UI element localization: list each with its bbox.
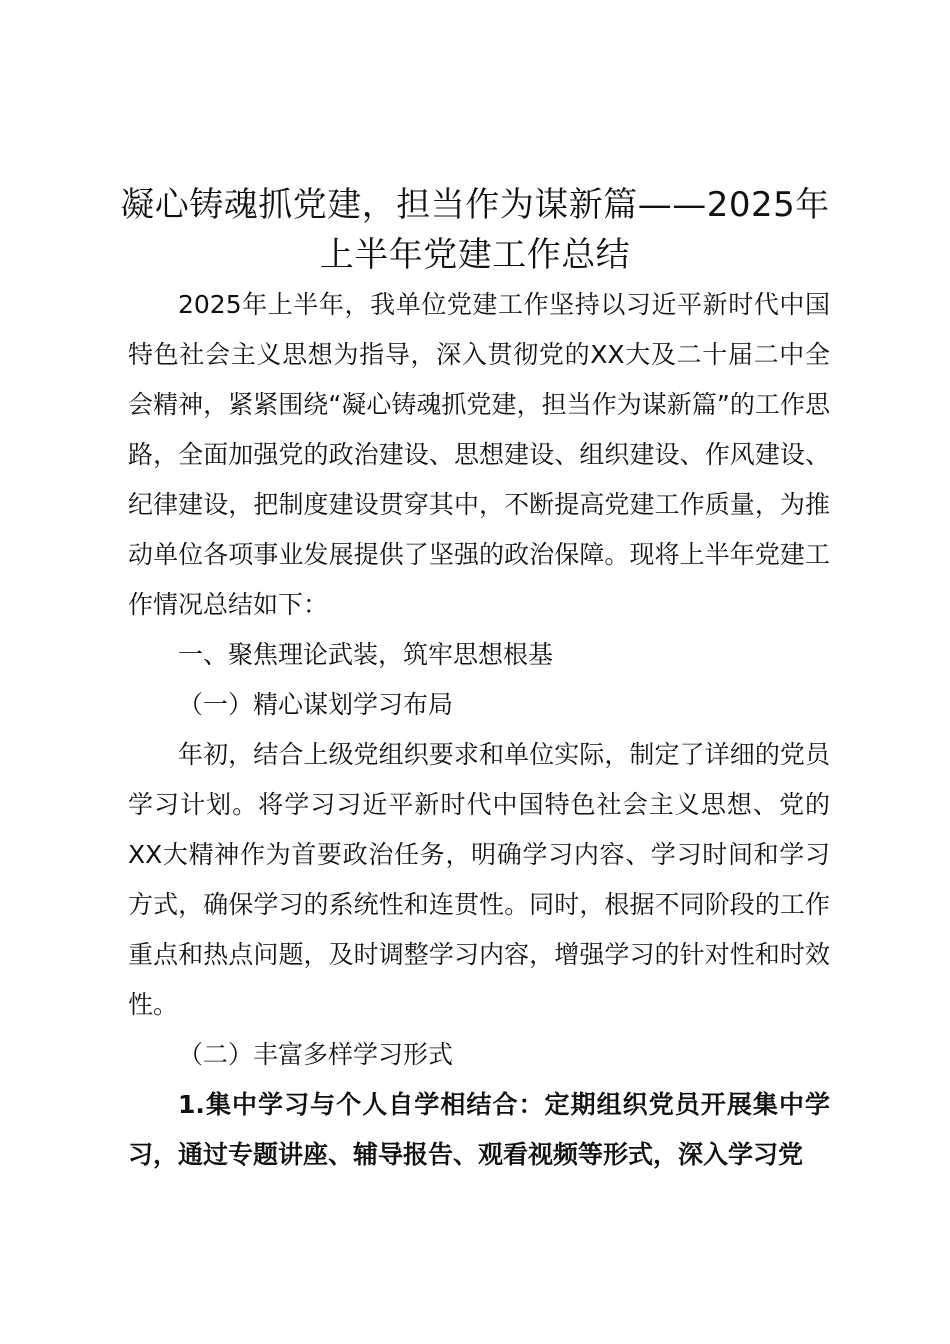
intro-paragraph: 2025年上半年，我单位党建工作坚持以习近平新时代中国特色社会主义思想为指导，深入贯彻党的XX大及二十届二中全会精神，紧紧围绕“凝心铸魂抓党建，担当作为谋新篇”的工作思路，全面加强党的政治建设、思想建设、组织建设、作风建设、纪律建设，把制度建设贯穿其中，不断提高党建工作质量，为推动单位各项事业发展提供了坚强的政治保障。现将上半年党建工作情况总结如下： bbox=[128, 290, 830, 619]
document-title: 凝心铸魂抓党建，担当作为谋新篇——2025年上半年党建工作总结 bbox=[120, 185, 830, 275]
subsection-item-1: 1.集中学习与个人自学相结合：定期组织党员开展集中学习，通过专题讲座、辅导报告、观看视频等形式，深入学习党 bbox=[128, 1090, 830, 1169]
subsection-heading-2: （二）丰富多样学习形式 bbox=[178, 1040, 454, 1069]
subsection-heading-1: （一）精心谋划学习布局 bbox=[178, 690, 454, 719]
section-heading-1: 一、聚焦理论武装，筑牢思想根基 bbox=[178, 640, 554, 669]
subsection-paragraph-1: 年初，结合上级党组织要求和单位实际，制定了详细的党员学习计划。将学习习近平新时代中国特色社会主义思想、党的XX大精神作为首要政治任务，明确学习内容、学习时间和学习方式，确保学习的系统性和连贯性。同时，根据不同阶段的工作重点和热点问题，及时调整学习内容，增强学习的针对性和时效性。 bbox=[128, 740, 830, 1019]
